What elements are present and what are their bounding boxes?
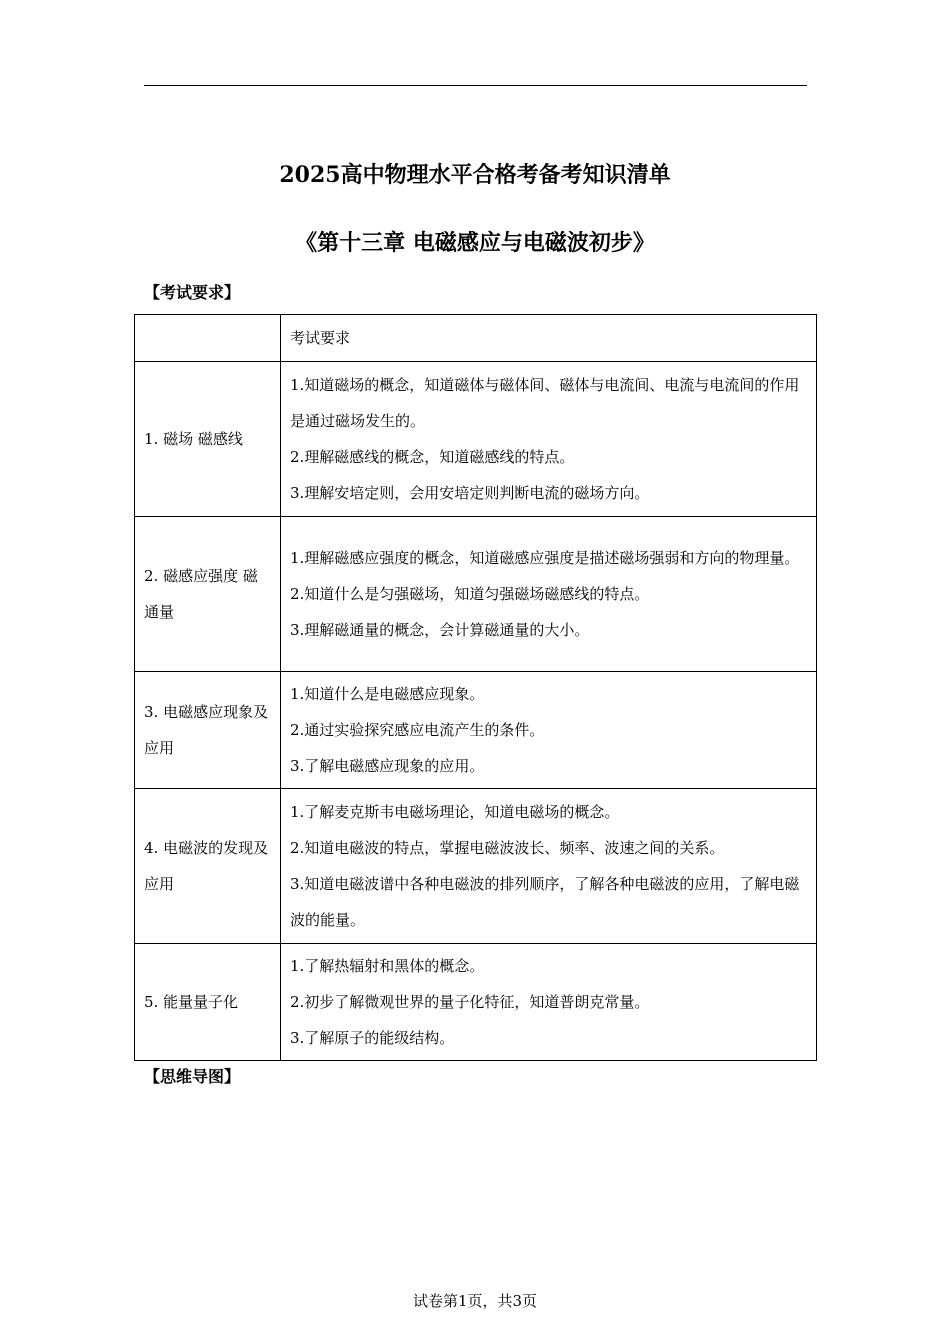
header-requirement-cell: 考试要求 [281, 315, 817, 362]
requirement-item: 2.初步了解微观世界的量子化特征，知道普朗克常量。 [290, 993, 650, 1011]
document-subtitle: 《第十三章 电磁感应与电磁波初步》 [295, 230, 655, 256]
topic-cell: 2. 磁感应强度 磁通量 [135, 517, 281, 672]
section-heading-exam-requirements: 【考试要求】 [144, 283, 241, 302]
table-row [135, 789, 817, 944]
requirement-item: 1.知道磁场的概念，知道磁体与磁体间、磁体与电流间、电流与电流间的作用是通过磁场发生的。 [290, 376, 800, 430]
requirement-cell [281, 944, 817, 1061]
topic-cell: 1. 磁场 磁感线 [135, 362, 281, 517]
requirement-item: 2.通过实验探究感应电流产生的条件。 [290, 721, 545, 739]
requirement-item: 1.了解麦克斯韦电磁场理论，知道电磁场的概念。 [290, 803, 620, 821]
topic-cell: 4. 电磁波的发现及应用 [135, 789, 281, 944]
requirement-cell [281, 672, 817, 789]
page-footer: 试卷第1页，共3页 [412, 1292, 538, 1310]
requirement-item: 2.知道电磁波的特点，掌握电磁波波长、频率、波速之间的关系。 [290, 839, 725, 857]
requirement-item: 1.理解磁感应强度的概念，知道磁感应强度是描述磁场强弱和方向的物理量。 [290, 549, 800, 567]
requirement-item: 3.知道电磁波谱中各种电磁波的排列顺序，了解各种电磁波的应用，了解电磁波的能量。 [290, 875, 800, 929]
topic-cell: 5. 能量量子化 [135, 944, 281, 1061]
table-row [135, 944, 817, 1061]
requirement-item: 3.理解安培定则，会用安培定则判断电流的磁场方向。 [290, 484, 650, 502]
header-rule [144, 85, 807, 86]
requirement-cell [281, 517, 817, 672]
header-topic-cell [135, 315, 281, 362]
requirement-item: 2.理解磁感线的概念，知道磁感线的特点。 [290, 448, 575, 466]
requirement-item: 1.知道什么是电磁感应现象。 [290, 685, 485, 703]
requirement-cell [281, 362, 817, 517]
section-heading-mind-map: 【思维导图】 [144, 1067, 241, 1086]
requirements-table [134, 314, 817, 1061]
table-row [135, 672, 817, 789]
requirement-item: 3.了解原子的能级结构。 [290, 1029, 455, 1047]
topic-cell: 3. 电磁感应现象及应用 [135, 672, 281, 789]
table-row [135, 362, 817, 517]
requirement-item: 3.了解电磁感应现象的应用。 [290, 757, 485, 775]
requirement-item: 3.理解磁通量的概念，会计算磁通量的大小。 [290, 621, 590, 639]
document-title: 2025高中物理水平合格考备考知识清单 [279, 162, 671, 188]
table-row [135, 517, 817, 672]
requirement-item: 1.了解热辐射和黑体的概念。 [290, 957, 485, 975]
requirement-cell [281, 789, 817, 944]
requirement-item: 2.知道什么是匀强磁场，知道匀强磁场磁感线的特点。 [290, 585, 650, 603]
table-header-row [135, 315, 817, 362]
